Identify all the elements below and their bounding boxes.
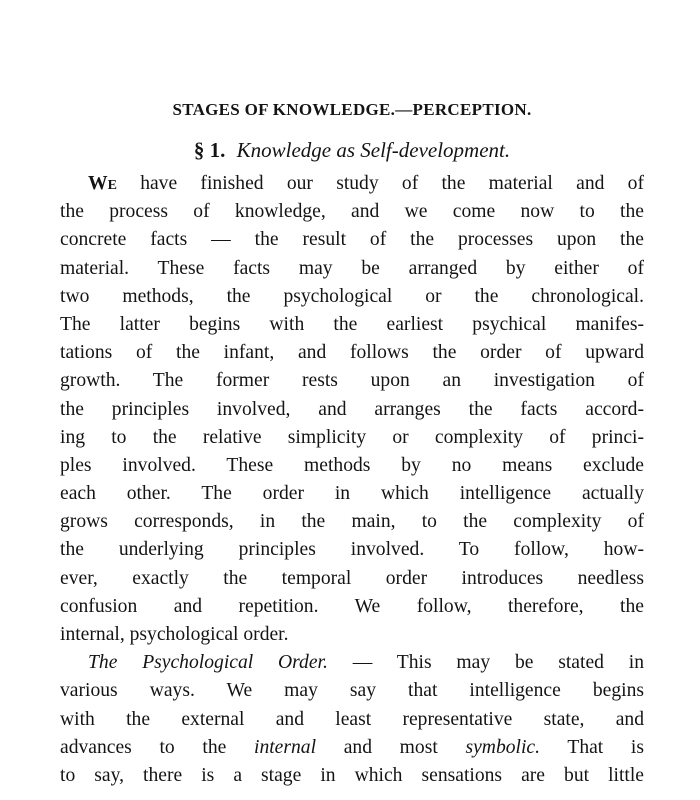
line-text: — This may be stated in [327,652,644,674]
running-head: STAGES OF KNOWLEDGE.—PERCEPTION. [172,100,532,119]
section-number: § 1. [193,138,226,162]
text-line: each other. The order in which intelligence actually [60,483,644,505]
book-page [60,0,644,800]
section-heading [60,138,644,163]
text-line: ples involved. These methods by no means exclude [60,454,644,476]
text-line: two methods, the psychological or the chronological. [60,285,644,307]
emphasis-text: internal [254,736,317,758]
drop-initial: We [88,173,117,194]
emphasis-text: symbolic. [465,736,541,758]
text-line: internal, psychological order. [60,624,289,645]
line-text: That is [540,736,644,758]
text-line [60,170,644,198]
text-line: grows corresponds, in the main, to the complexity of [60,511,644,533]
text-line: material. These facts may be arranged by either of [60,257,644,279]
text-line: concrete facts — the result of the processes upon the [60,229,644,251]
paragraph-heading: The Psychological Order. [88,652,328,674]
text-line: ever, exactly the temporal order introduces needless [60,567,644,589]
text-line: to say, there is a stage in which sensations are but little [60,764,644,786]
text-line: growth. The former rests upon an investigation of [60,370,644,392]
line-text: have finished our study of the material and of [116,173,644,194]
section-title: Knowledge as Self-development. [236,138,511,162]
text-line: tations of the infant, and follows the order of upward [60,342,644,364]
text-line: The latter begins with the earliest psychical manifes- [60,313,644,335]
text-line: various ways. We may say that intelligence begins [60,680,644,702]
text-line: with the external and least representative state, and [60,708,644,730]
line-text: and most [316,736,466,758]
text-line [60,649,644,677]
line-text: advances to the [60,736,254,758]
body-text [60,170,644,790]
text-line: the principles involved, and arranges the facts accord- [60,398,644,420]
text-line: confusion and repetition. We follow, therefore, the [60,595,644,617]
text-line: the underlying principles involved. To follow, how- [60,539,644,561]
text-line: the process of knowledge, and we come now to the [60,201,644,223]
text-line: ing to the relative simplicity or complexity of princi- [60,426,644,448]
text-line [60,734,644,762]
